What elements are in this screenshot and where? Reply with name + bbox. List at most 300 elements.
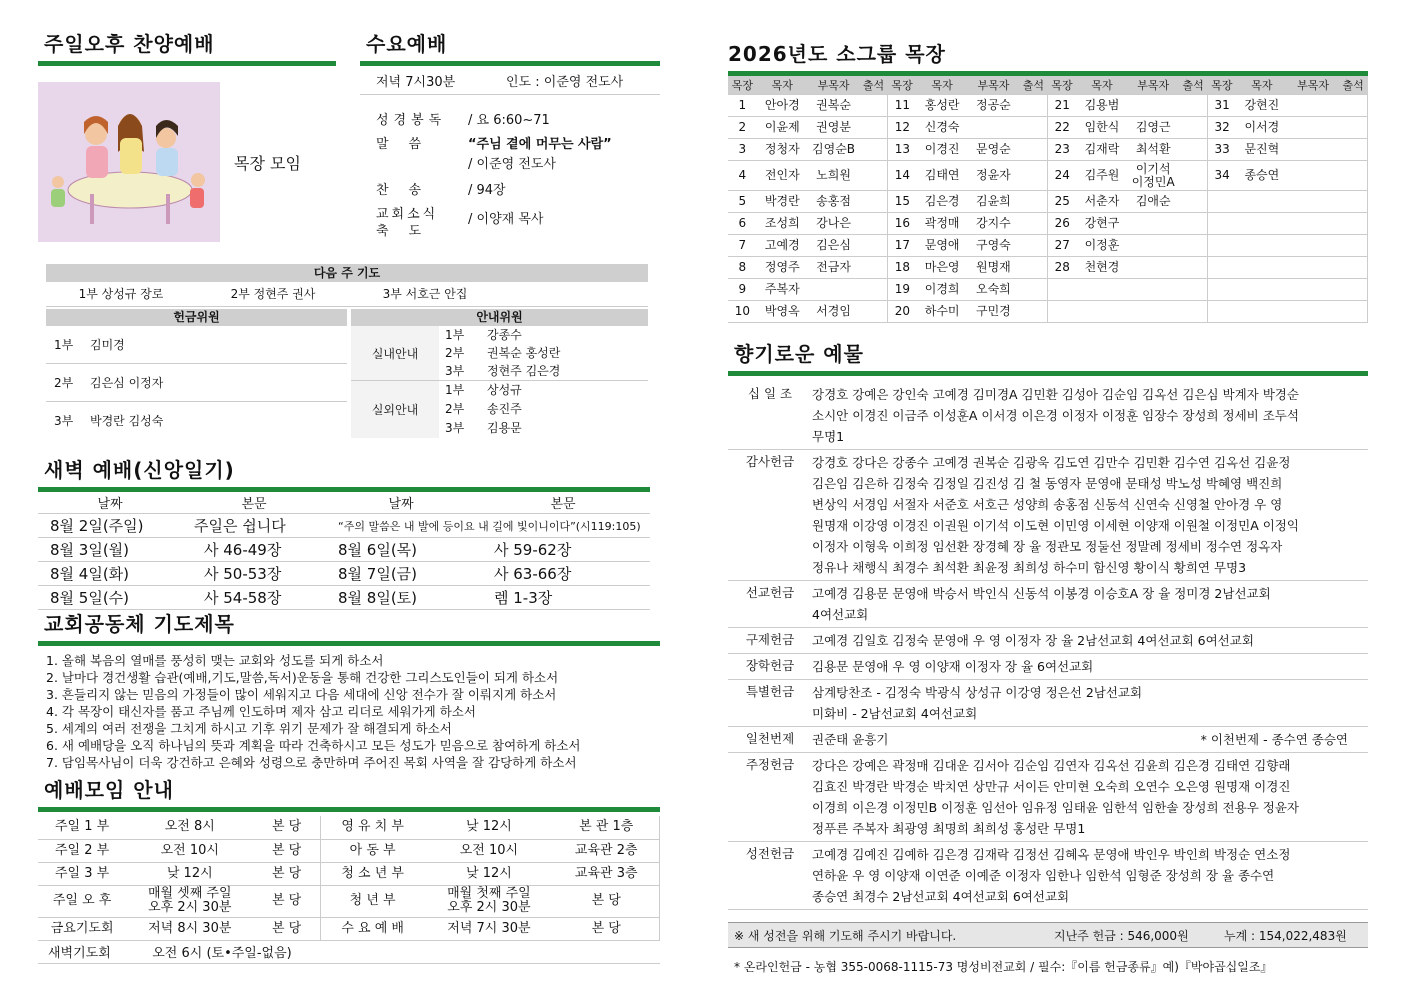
group-subleader (1128, 279, 1179, 301)
offering-row (728, 382, 1368, 450)
guide-cell: 새벽기도회 (38, 940, 126, 963)
left-column (38, 28, 660, 961)
group-attendance (1019, 235, 1048, 257)
groups-section (728, 38, 1368, 323)
guide-cell: 매월 셋째 주일 오후 2시 30분 (126, 885, 253, 917)
offering-names: 고예경 김일호 김정숙 문영애 우 영 이정자 장 율 2남선교회 4여선교회 6여선교회 (812, 633, 1254, 648)
guide-cell: 본 당 (253, 816, 320, 839)
sunday-afternoon-title: 주일오후 찬양예배 (44, 32, 215, 56)
group-leader: 신경숙 (917, 117, 968, 139)
group-attendance (1339, 301, 1368, 323)
group-leader: 서춘자 (1076, 191, 1127, 213)
group-subleader: 노희원 (808, 161, 859, 191)
group-attendance (1019, 117, 1048, 139)
group-number: 25 (1048, 191, 1077, 213)
group-number (1048, 301, 1077, 323)
group-leader: 안아경 (757, 95, 808, 117)
group-leader (1236, 235, 1287, 257)
part-label: 1부 (445, 383, 465, 397)
group-number: 19 (888, 279, 917, 301)
last-week-total: 지난주 헌금 : 546,000원 (1054, 928, 1189, 943)
group-subleader: 오숙희 (968, 279, 1019, 301)
groups-header: 부목자 (968, 76, 1019, 95)
group-number: 9 (728, 279, 757, 301)
prayer-leader: 1부 상성규 장로 (78, 287, 164, 301)
group-subleader: 김애순 (1128, 191, 1179, 213)
guide-cell: 본 당 (253, 862, 320, 885)
guide-names: 상성규 (487, 383, 522, 397)
group-number (1208, 301, 1237, 323)
order-label: 축도 (376, 224, 442, 239)
group-leader: 이윤제 (757, 117, 808, 139)
group-subleader (808, 279, 859, 301)
online-offering-info: * 온라인헌금 - 농협 355-0068-1115-73 명성비전교회 / 필수:『이름 헌금종류』예)『박야곱십일조』 (734, 960, 1273, 974)
group-attendance (1179, 95, 1208, 117)
guide-cell: 본 당 (553, 917, 659, 940)
group-leader: 정청자 (757, 139, 808, 161)
prayer-topics-section (38, 608, 660, 771)
offering-row (728, 842, 1368, 910)
group-number: 2 (728, 117, 757, 139)
group-leader: 강현진 (1236, 95, 1287, 117)
illustration-caption: 목장 모임 (234, 153, 301, 173)
group-number (1208, 235, 1237, 257)
group-attendance (1339, 257, 1368, 279)
groups-header: 목장 (1208, 76, 1237, 95)
committee-names: 김미경 (90, 338, 125, 352)
group-leader: 문영애 (917, 235, 968, 257)
offering-names: 4여선교회 (812, 607, 869, 622)
offering-names (812, 729, 1368, 750)
groups-header: 목자 (1076, 76, 1127, 95)
section-bar (728, 371, 1368, 376)
group-leader (1236, 257, 1287, 279)
group-attendance (1019, 301, 1048, 323)
group-attendance (1019, 95, 1048, 117)
group-number: 18 (888, 257, 917, 279)
group-number: 31 (1208, 95, 1237, 117)
group-leader (1076, 301, 1127, 323)
offering-committee (46, 309, 347, 439)
group-attendance (1339, 235, 1368, 257)
offering-names: 변상익 서경임 서절자 서준호 서호근 성양희 송홍점 신동석 신연숙 신영철 안아경 우 영 (812, 497, 1283, 512)
group-attendance (1019, 257, 1048, 279)
part-label: 2부 (54, 376, 74, 390)
guide-cell: 낮 12시 (424, 862, 553, 885)
group-subleader (1128, 301, 1179, 323)
prayer-topic-list (46, 652, 660, 771)
group-attendance (1179, 257, 1208, 279)
guide-row (38, 940, 660, 963)
group-leader (1076, 279, 1127, 301)
group-row (728, 235, 1368, 257)
group-row (728, 139, 1368, 161)
guide-names: 정현주 김은경 (487, 364, 561, 378)
order-value: / 이양재 목사 (468, 212, 544, 227)
guide-cell: 저녁 8시 30분 (126, 917, 253, 940)
prayer-topic: 7. 담임목사님이 더욱 강건하고 은혜와 성령으로 충만하며 주어진 목회 사역을 잘 감당하게 하소서 (46, 755, 577, 770)
offering-names: 김용문 문영애 우 영 이양재 이정자 장 율 6여선교회 (812, 659, 1094, 674)
group-subleader (1128, 213, 1179, 235)
guide-cell: 오전 8시 (126, 816, 253, 839)
group-leader: 김재락 (1076, 139, 1127, 161)
group-leader: 마은영 (917, 257, 968, 279)
group-attendance (1179, 191, 1208, 213)
guide-cell: 청 소 년 부 (320, 862, 424, 885)
order-label: 교회소식 (376, 207, 439, 222)
group-number: 1 (728, 95, 757, 117)
group-leader: 김용범 (1076, 95, 1127, 117)
offering-category: 성전헌금 (745, 846, 795, 861)
prayer-topic: 1. 올해 복음의 열매를 풍성히 맺는 교회와 성도를 되게 하소서 (46, 653, 384, 668)
offering-names: 종승연 최경수 2남선교회 4여선교회 6여선교회 (812, 889, 1070, 904)
group-number: 7 (728, 235, 757, 257)
group-subleader: 정공순 (968, 95, 1019, 117)
group-leader: 강현구 (1076, 213, 1127, 235)
group-leader: 곽정매 (917, 213, 968, 235)
part-label: 3부 (54, 414, 74, 428)
group-leader: 하수미 (917, 301, 968, 323)
groups-header-row (728, 76, 1368, 95)
group-subleader: 김영순B (808, 139, 859, 161)
guide-cell: 본 관 1층 (553, 816, 659, 839)
group-number (1208, 213, 1237, 235)
group-number: 28 (1048, 257, 1077, 279)
group-subleader: 강지수 (968, 213, 1019, 235)
dawn-text: 사 63-66장 (476, 562, 650, 586)
offering-category: 선교헌금 (745, 585, 795, 600)
groups-header: 목자 (1236, 76, 1287, 95)
offering-names: 이경희 이은경 이정민B 이정훈 임선아 임유정 임태윤 임한석 임한솔 장성희 전용우 정윤자 (812, 800, 1299, 815)
dawn-verse: “주의 말씀은 내 발에 등이요 내 길에 빛이니이다”(시119:105) (326, 514, 650, 538)
family-illustration (38, 82, 220, 242)
guide-cell: 매월 첫째 주일 오후 2시 30분 (424, 885, 553, 917)
indoor-label: 실내안내 (351, 326, 439, 380)
cumulative-total: 누계 : 154,022,483원 (1224, 928, 1347, 943)
group-number (1208, 279, 1237, 301)
guide-cell: 수 요 예 배 (320, 917, 424, 940)
committee-row (46, 364, 347, 402)
dawn-head-text: 본문 (182, 492, 326, 514)
groups-header: 부목자 (1287, 76, 1338, 95)
group-row (728, 257, 1368, 279)
group-number: 15 (888, 191, 917, 213)
group-subleader: 김윤희 (968, 191, 1019, 213)
group-attendance (1019, 139, 1048, 161)
group-subleader (1287, 95, 1338, 117)
group-subleader: 서경임 (808, 301, 859, 323)
guide-cell: 오전 10시 (126, 839, 253, 862)
part-label: 1부 (445, 328, 465, 342)
group-number: 6 (728, 213, 757, 235)
group-subleader: 송홍점 (808, 191, 859, 213)
group-attendance (859, 257, 888, 279)
guide-cell: 주일 2 부 (38, 839, 126, 862)
part-label: 3부 (445, 364, 465, 378)
guide-cell: 주일 오 후 (38, 885, 126, 917)
group-subleader (1128, 257, 1179, 279)
groups-table (728, 76, 1368, 323)
groups-header: 목장 (728, 76, 757, 95)
guide-names: 송진주 (487, 402, 522, 416)
group-attendance (1179, 235, 1208, 257)
dawn-date: 8월 3일(월) (38, 538, 182, 562)
offering-names: 삼계탕찬조 - 김정숙 박광식 상성규 이강영 정은선 2남선교회 (812, 685, 1143, 700)
offering-category: 장학헌금 (745, 658, 795, 673)
next-week-prayers (46, 282, 648, 307)
right-column (728, 28, 1368, 974)
group-leader: 이정훈 (1076, 235, 1127, 257)
offering-category: 일천번제 (745, 731, 795, 746)
group-subleader: 권복순 (808, 95, 859, 117)
committee-names: 박경란 김성숙 (90, 414, 164, 428)
offering-names: 정푸른 주복자 최광영 최명희 최희성 홍성란 무명1 (812, 821, 1086, 836)
order-label (376, 153, 468, 179)
group-row (728, 279, 1368, 301)
group-subleader: 이기석 이정민A (1128, 161, 1179, 191)
group-leader: 문진혁 (1236, 139, 1287, 161)
dawn-date: 8월 5일(수) (38, 586, 182, 610)
group-number (1208, 191, 1237, 213)
committee-row (46, 402, 347, 439)
offerings-title: 향기로운 예물 (734, 342, 864, 366)
wednesday-order (360, 109, 660, 239)
offering-category: 주정헌금 (745, 757, 795, 772)
groups-header: 출석 (1019, 76, 1048, 95)
group-row (728, 301, 1368, 323)
worship-guide-table (38, 816, 660, 964)
group-number: 5 (728, 191, 757, 213)
offering-names: 소시안 이경진 이금주 이성훈A 이서경 이은경 이정자 이정훈 임장수 장성희 정세비 조두석 (812, 408, 1299, 423)
group-attendance (1339, 95, 1368, 117)
group-number: 8 (728, 257, 757, 279)
section-bar (38, 807, 660, 812)
guide-cell: 영 유 치 부 (320, 816, 424, 839)
offering-names: 이정자 이형욱 이희정 임선환 장경혜 장 율 정관모 정둘선 정말례 정세비 정수연 정옥자 (812, 539, 1283, 554)
offering-names: 김효진 박경란 박경순 박치연 상만규 서이든 안미현 오숙희 오연수 오은영 원명재 이경진 (812, 779, 1291, 794)
group-number (1048, 279, 1077, 301)
dawn-head-text: 본문 (476, 492, 650, 514)
group-attendance (1019, 213, 1048, 235)
guide-row (38, 885, 660, 917)
guide-names: 강종수 (487, 328, 522, 342)
sermon-title: “주님 곁에 머무는 사람” (468, 137, 612, 152)
group-number: 16 (888, 213, 917, 235)
group-subleader: 구민경 (968, 301, 1019, 323)
offering-category: 십 일 조 (747, 386, 793, 401)
group-attendance (859, 161, 888, 191)
group-number (1208, 257, 1237, 279)
group-leader: 조성희 (757, 213, 808, 235)
group-subleader: 구영숙 (968, 235, 1019, 257)
groups-title: 2026년도 소그룹 목장 (728, 42, 946, 66)
group-number: 20 (888, 301, 917, 323)
group-attendance (859, 279, 888, 301)
guide-cell: 주일 1 부 (38, 816, 126, 839)
group-subleader (1287, 279, 1338, 301)
next-week-title: 다음 주 기도 (46, 264, 648, 282)
group-leader: 박영옥 (757, 301, 808, 323)
group-number: 32 (1208, 117, 1237, 139)
group-attendance (859, 117, 888, 139)
order-value: / 요 6:60~71 (468, 113, 550, 128)
guide-cell: 오전 6시 (토•주일-없음) (126, 940, 659, 963)
guide-cell: 본 당 (253, 885, 320, 917)
guide-names: 권복순 홍성란 (487, 346, 561, 360)
dawn-text: 주일은 쉽니다 (182, 514, 326, 538)
group-leader: 김주원 (1076, 161, 1127, 191)
group-leader: 이경진 (917, 139, 968, 161)
group-leader: 홍성란 (917, 95, 968, 117)
offering-category: 감사헌금 (745, 454, 795, 469)
guide-names: 김용문 (487, 421, 522, 435)
offering-names: 고예경 김용문 문영애 박승서 박인식 신동석 이봉경 이승호A 장 율 정미경 2남선교회 (812, 586, 1271, 601)
group-leader: 김은경 (917, 191, 968, 213)
dawn-text: 사 59-62장 (476, 538, 650, 562)
offering-names: 김은임 김은하 김정숙 김정일 김진성 김 철 동영자 문영애 문태성 박노성 박혜영 백진희 (812, 476, 1283, 491)
group-row (728, 95, 1368, 117)
guide-cell: 금요기도회 (38, 917, 126, 940)
group-number: 34 (1208, 161, 1237, 191)
groups-header: 부목자 (808, 76, 859, 95)
prayer-topics-title: 교회공동체 기도제목 (44, 612, 235, 636)
group-leader (1236, 301, 1287, 323)
groups-header: 목장 (888, 76, 917, 95)
group-attendance (1339, 213, 1368, 235)
group-subleader: 정윤자 (968, 161, 1019, 191)
group-number: 14 (888, 161, 917, 191)
offering-summary (728, 922, 1368, 948)
group-number: 24 (1048, 161, 1077, 191)
group-attendance (1179, 279, 1208, 301)
group-leader: 임한식 (1076, 117, 1127, 139)
offering-names: 권준태 윤흥기 (812, 732, 889, 747)
wednesday-info (360, 66, 660, 95)
dawn-head-date: 날짜 (38, 492, 182, 514)
offering-committee-title: 헌금위원 (46, 309, 347, 326)
group-number: 12 (888, 117, 917, 139)
group-attendance (1339, 139, 1368, 161)
offering-category: 특별헌금 (745, 684, 795, 699)
group-attendance (1179, 213, 1208, 235)
group-attendance (859, 301, 888, 323)
notice-text: ※ 새 성전을 위해 기도해 주시기 바랍니다. (734, 928, 957, 943)
wednesday-time: 저녁 7시30분 (376, 74, 456, 90)
group-leader: 천현경 (1076, 257, 1127, 279)
prayer-topic: 6. 새 예배당을 오직 하나님의 뜻과 계획을 따라 건축하시고 모든 성도가 믿음으로 참여하게 하소서 (46, 738, 581, 753)
group-subleader (968, 117, 1019, 139)
group-subleader (1287, 301, 1338, 323)
dawn-date: 8월 7일(금) (326, 562, 476, 586)
guide-cell: 낮 12시 (424, 816, 553, 839)
group-number: 22 (1048, 117, 1077, 139)
offering-list (728, 382, 1368, 910)
group-leader: 종승연 (1236, 161, 1287, 191)
guide-cell: 본 당 (253, 839, 320, 862)
groups-header: 부목자 (1128, 76, 1179, 95)
offering-names: 강경호 강다은 강종수 고예경 권복순 김광욱 김도연 김만수 김민환 김수연 김옥선 김윤정 (812, 455, 1291, 470)
group-subleader: 강나은 (808, 213, 859, 235)
dawn-text: 사 46-49장 (182, 538, 326, 562)
group-subleader: 문영순 (968, 139, 1019, 161)
prayer-leader: 2부 정현주 권사 (230, 287, 316, 301)
group-subleader: 김영근 (1128, 117, 1179, 139)
dawn-date: 8월 2일(주일) (38, 514, 182, 538)
group-leader: 박경란 (757, 191, 808, 213)
guide-cell: 본 당 (553, 885, 659, 917)
groups-header: 목자 (917, 76, 968, 95)
prayer-topic: 2. 날마다 경건생활 습관(예배,기도,말씀,독서)운동을 통해 건강한 그리스도인들이 되게 하소서 (46, 670, 559, 685)
offering-names: 강경호 강예은 강인숙 고예경 김미경A 김민환 김성아 김순임 김옥선 김은심 박계자 박경순 (812, 387, 1299, 402)
group-leader (1236, 279, 1287, 301)
offering-names: 미화비 - 2남선교회 4여선교회 (812, 706, 978, 721)
group-attendance (1019, 279, 1048, 301)
group-number: 4 (728, 161, 757, 191)
offerings-section (728, 338, 1368, 975)
groups-header: 출석 (1179, 76, 1208, 95)
dawn-text: 사 50-53장 (182, 562, 326, 586)
wednesday-title: 수요예배 (366, 32, 448, 56)
dawn-title: 새벽 예배(신앙일기) (44, 458, 235, 482)
guide-cell: 주일 3 부 (38, 862, 126, 885)
group-leader: 전인자 (757, 161, 808, 191)
group-subleader (1287, 117, 1338, 139)
dawn-text: 사 54-58장 (182, 586, 326, 610)
order-label: 말씀 (376, 137, 442, 152)
group-subleader (1287, 161, 1338, 191)
group-number: 3 (728, 139, 757, 161)
offering-row (728, 753, 1368, 842)
prayer-topic: 3. 흔들리지 않는 믿음의 가정들이 많이 세워지고 다음 세대에 신앙 전수가 잘 이뤄지게 하소서 (46, 687, 557, 702)
offering-names: 고예경 김예진 김예하 김은경 김재락 김정선 김혜옥 문영애 박인우 박인희 박정순 연소정 (812, 847, 1291, 862)
group-row (728, 117, 1368, 139)
offering-names: 원명재 이강영 이경진 이권원 이기석 이도현 이민영 이세현 이양재 이원철 이정민A 이정익 (812, 518, 1299, 533)
group-leader: 이서경 (1236, 117, 1287, 139)
guide-row (38, 839, 660, 862)
guide-row (38, 862, 660, 885)
group-attendance (1179, 139, 1208, 161)
committee-names: 김은심 이정자 (90, 376, 164, 390)
group-attendance (859, 95, 888, 117)
group-number: 21 (1048, 95, 1077, 117)
group-number: 10 (728, 301, 757, 323)
worship-guide-title: 예배모임 안내 (44, 778, 174, 802)
offering-row (728, 628, 1368, 654)
group-number: 17 (888, 235, 917, 257)
guide-cell: 교육관 3층 (553, 862, 659, 885)
offering-names: 무명1 (812, 429, 845, 444)
group-attendance (1019, 191, 1048, 213)
dawn-date: 8월 4일(화) (38, 562, 182, 586)
group-subleader: 전금자 (808, 257, 859, 279)
group-subleader: 최석환 (1128, 139, 1179, 161)
group-attendance (1179, 301, 1208, 323)
group-subleader (1287, 213, 1338, 235)
offering-names: 강다은 강예은 곽정매 김대운 김서아 김순임 김연자 김옥선 김윤희 김은경 김태연 김향래 (812, 758, 1291, 773)
part-label: 3부 (445, 421, 465, 435)
groups-header: 목자 (757, 76, 808, 95)
order-label: 찬송 (376, 183, 442, 198)
group-number: 13 (888, 139, 917, 161)
group-attendance (859, 139, 888, 161)
groups-header: 출석 (1339, 76, 1368, 95)
prayer-topic: 4. 각 목장이 태신자를 품고 주님께 인도하며 제자 삼고 리더로 세워가게 하소서 (46, 704, 476, 719)
outdoor-label: 실외안내 (351, 381, 439, 438)
guide-cell: 청 년 부 (320, 885, 424, 917)
wednesday-section (360, 28, 660, 242)
guide-committee-title: 안내위원 (351, 309, 648, 326)
group-subleader (1287, 257, 1338, 279)
